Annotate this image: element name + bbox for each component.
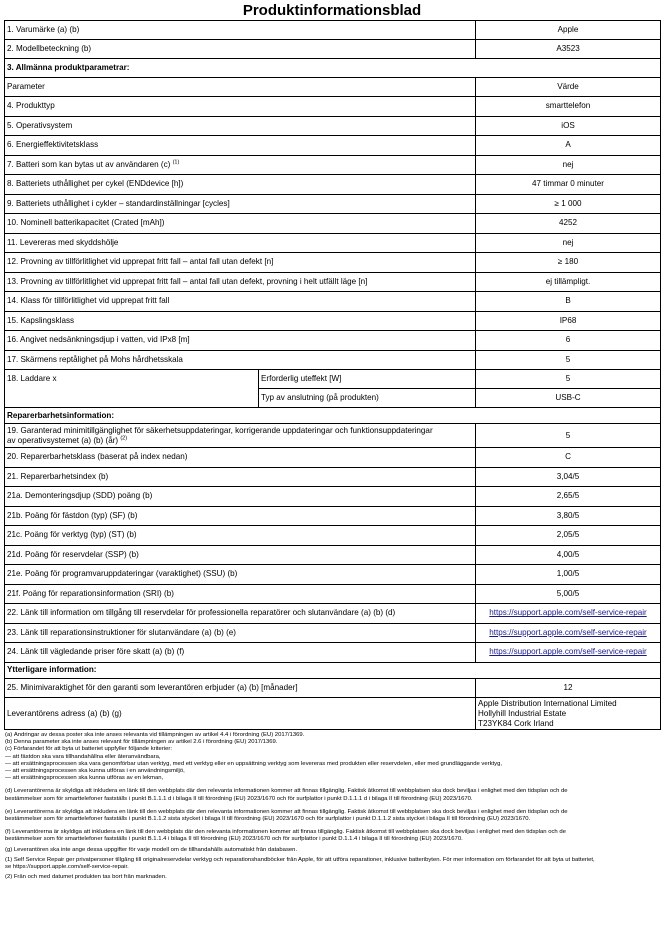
footnote: (1) Self Service Repair ger privatpersoner tillgång till originalreservdelar verktyg och reparationshandböcker från Apple, för att utföra reparationer, inklusive batteribyten. För mer information om förfarandet för att byta ut batteriet, bbox=[5, 856, 595, 863]
row-value: 3,80/5 bbox=[476, 506, 661, 526]
row-label: 6. Energieffektivitetsklass bbox=[5, 136, 476, 156]
footnote: bestämmelser som för smarttelefoner fastställs i punkt B.1.1.2 sista stycket i bilaga II till förordning (EU) 2023/1670 och för surfplattor i punkt D.1.1.2 sista stycket i bilaga II till förordning (EU) 2023/1670. bbox=[5, 816, 531, 823]
prices-link[interactable]: https://support.apple.com/self-service-repair bbox=[489, 647, 647, 657]
table-row bbox=[5, 233, 661, 253]
charger-label: 18. Laddare x bbox=[5, 370, 259, 408]
table-row bbox=[5, 545, 661, 565]
table-row bbox=[5, 21, 661, 40]
table-row bbox=[5, 116, 661, 136]
row-label: 15. Kapslingsklass bbox=[5, 311, 476, 331]
param-header-value: Värde bbox=[476, 78, 661, 97]
footnote: (g) Leverantören ska inte ange dessa uppgifter för varje modell om de tillhandahålls automatiskt från databasen. bbox=[5, 846, 298, 853]
row19-line1: 19. Garanterad minimitillgänglighet för säkerhetsuppdateringar, korrigerande uppdateringar och funktionsuppdateringar bbox=[7, 425, 433, 435]
row-label: 21c. Poäng för verktyg (typ) (ST) (b) bbox=[5, 526, 476, 546]
row-label: 21e. Poäng för programvaruppdateringar (varaktighet) (SSU) (b) bbox=[5, 565, 476, 585]
row-label: 5. Operativsystem bbox=[5, 116, 476, 136]
row-label: 17. Skärmens reptålighet på Mohs hårdhetsskala bbox=[5, 350, 476, 370]
section-header-general: 3. Allmänna produktparametrar: bbox=[5, 59, 661, 78]
table-row bbox=[5, 604, 661, 624]
row-value: Apple bbox=[476, 21, 661, 40]
row-value: IP68 bbox=[476, 311, 661, 331]
row-label: 10. Nominell batterikapacitet (Crated [mAh]) bbox=[5, 214, 476, 234]
footnotes bbox=[5, 732, 660, 881]
section-header-row bbox=[5, 59, 661, 78]
row-value: A bbox=[476, 136, 661, 156]
table-row bbox=[5, 565, 661, 585]
row-label: 9. Batteriets uthållighet i cykler – standardinställningar [cycles] bbox=[5, 194, 476, 214]
row-value: 5 bbox=[476, 350, 661, 370]
footnote: — att ersättningsprocessen ska kunna utföras av en lekman, bbox=[5, 775, 164, 782]
row-value: 5,00/5 bbox=[476, 584, 661, 604]
table-row bbox=[5, 643, 661, 663]
row-label: 23. Länk till reparationsinstruktioner för slutanvändare (a) (b) (e) bbox=[5, 623, 476, 643]
section-header-repair: Reparerbarhetsinformation: bbox=[5, 408, 661, 424]
footnote-mark: (1) bbox=[172, 159, 180, 166]
page-title: Produktinformationsblad bbox=[242, 1, 422, 19]
table-row bbox=[5, 292, 661, 312]
row-label: 8. Batteriets uthållighet per cykel (ENDdevice [h]) bbox=[5, 175, 476, 195]
row-label bbox=[5, 424, 476, 448]
section-header-row bbox=[5, 408, 661, 424]
row-label: 24. Länk till vägledande priser före skatt (a) (b) (f) bbox=[5, 643, 476, 663]
row-label: 21d. Poäng för reservdelar (SSP) (b) bbox=[5, 545, 476, 565]
footnote: — att fästdon ska vara tillhandahållna eller återanvändbara, bbox=[5, 753, 161, 760]
table-row bbox=[5, 311, 661, 331]
row-value: ≥ 180 bbox=[476, 253, 661, 273]
address-line: Apple Distribution International Limited bbox=[478, 698, 617, 708]
row-label-text: 7. Batteri som kan bytas ut av användaren (c) bbox=[7, 159, 171, 169]
row-value: 6 bbox=[476, 331, 661, 351]
footnote: (d) Leverantörerna är skyldiga att inkludera en länk till den webbplats där den relevanta informationen kommer att finnas tillgänglig. Faktisk åtkomst till webbplatsen ska dock beviljas i enlighet med den tidsplan och de bbox=[5, 788, 568, 795]
charger-row bbox=[5, 370, 661, 389]
row-value: C bbox=[476, 448, 661, 468]
row-value: ej tillämpligt. bbox=[476, 272, 661, 292]
footnote: se https://support.apple.com/self-service-repair. bbox=[5, 864, 129, 871]
table-row bbox=[5, 214, 661, 234]
footnote: bestämmelser som för smarttelefoner fastställs i punkt B.1.1.4 i bilaga II till förordning (EU) 2023/1670 och för surfplattor i punkt D.1.1.4 i bilaga II till förordning (EU) 2023/1670. bbox=[5, 836, 463, 843]
repair-instructions-link[interactable]: https://support.apple.com/self-service-repair bbox=[489, 627, 647, 637]
table-row bbox=[5, 678, 661, 698]
table-row bbox=[5, 253, 661, 273]
row-label: 21f. Poäng för reparationsinformation (SRI) (b) bbox=[5, 584, 476, 604]
row-value: 4252 bbox=[476, 214, 661, 234]
footnote: (b) Denna parameter ska inte anses relevant för tillämpningen av artikel 2.6 i förordning (EU) 2017/1369. bbox=[5, 739, 278, 746]
row-label: 16. Angivet nedsänkningsdjup i vatten, vid IPx8 [m] bbox=[5, 331, 476, 351]
row-value: 4,00/5 bbox=[476, 545, 661, 565]
row-value bbox=[476, 623, 661, 643]
footnote: — att ersättningsprocessen ska kunna utföras i en användningsmiljö, bbox=[5, 768, 185, 775]
row-label: 12. Provning av tillförlitlighet vid upprepat fritt fall – antal fall utan defekt [n] bbox=[5, 253, 476, 273]
row-label: 25. Minimivaraktighet för den garanti som leverantören erbjuder (a) (b) [månader] bbox=[5, 678, 476, 698]
row-value: smarttelefon bbox=[476, 97, 661, 117]
address-line: T23YK84 Cork Irland bbox=[478, 718, 554, 728]
section-header-row bbox=[5, 662, 661, 678]
table-row bbox=[5, 97, 661, 117]
row-value: iOS bbox=[476, 116, 661, 136]
row-value: 12 bbox=[476, 678, 661, 698]
row19-line2-text: av operativsystemet (a) (b) (år) bbox=[7, 435, 119, 445]
footnote: (c) Förfarandet för att byta ut batteriet uppfyller följande kriterier: bbox=[5, 746, 172, 753]
row-value bbox=[476, 604, 661, 624]
table-row bbox=[5, 272, 661, 292]
table-row bbox=[5, 194, 661, 214]
row-value: 2,65/5 bbox=[476, 487, 661, 507]
footnote: (a) Ändringar av dessa poster ska inte anses relevanta vid tillämpningen av artikel 4.4 i förordning (EU) 2017/1369. bbox=[5, 732, 305, 738]
charger-sub-value: 5 bbox=[476, 370, 661, 389]
row-label: 21a. Demonteringsdjup (SDD) poäng (b) bbox=[5, 487, 476, 507]
row-value bbox=[476, 643, 661, 663]
table-row bbox=[5, 467, 661, 487]
row-label: 13. Provning av tillförlitlighet vid upprepat fritt fall – antal fall utan defekt, provning i helt utfällt läge [n] bbox=[5, 272, 476, 292]
row-label: 11. Levereras med skyddshölje bbox=[5, 233, 476, 253]
table-row bbox=[5, 623, 661, 643]
row-value: nej bbox=[476, 233, 661, 253]
footnote-mark: (2) bbox=[120, 434, 128, 441]
row-label: 21b. Poäng för fästdon (typ) (SF) (b) bbox=[5, 506, 476, 526]
row-value: A3523 bbox=[476, 40, 661, 59]
table-row bbox=[5, 584, 661, 604]
row-value: 5 bbox=[476, 424, 661, 448]
row-label: 4. Produkttyp bbox=[5, 97, 476, 117]
row-value: ≥ 1 000 bbox=[476, 194, 661, 214]
param-header-label: Parameter bbox=[5, 78, 476, 97]
charger-sub-value: USB-C bbox=[476, 389, 661, 408]
charger-sub-label: Erforderlig uteffekt [W] bbox=[259, 370, 476, 389]
table-row bbox=[5, 175, 661, 195]
table-row bbox=[5, 448, 661, 468]
row-label bbox=[5, 155, 476, 175]
address-value bbox=[476, 698, 661, 730]
row-label: 14. Klass för tillförlitlighet vid upprepat fritt fall bbox=[5, 292, 476, 312]
table-row bbox=[5, 136, 661, 156]
table-row bbox=[5, 331, 661, 351]
footnote: bestämmelser som för smarttelefoner fastställs i punkt B.1.1.1 d i bilaga II till förordning (EU) 2023/1670 och för surfplattor i punkt D.1.1.1 d i bilaga II till förordning (EU) 2023/1670. bbox=[5, 795, 473, 802]
row-value: B bbox=[476, 292, 661, 312]
footnote: (e) Leverantörerna är skyldiga att inkludera en länk till den webbplats där den relevanta informationen kommer att finnas tillgänglig. Faktisk åtkomst till webbplatsen ska dock beviljas i enlighet med den tidsplan och de bbox=[5, 808, 568, 815]
footnote: (f) Leverantörerna är skyldiga att inkludera en länk till den webbplats där den relevanta informationen kommer att finnas tillgänglig. Faktisk åtkomst till webbplatsen ska dock beviljas i enlighet med den tidsplan och de bbox=[5, 829, 566, 836]
table-row bbox=[5, 155, 661, 175]
table-row bbox=[5, 506, 661, 526]
table-row bbox=[5, 487, 661, 507]
footnote: (2) Från och med datumet produkten tas bort från marknaden. bbox=[5, 874, 167, 881]
row-label: 20. Reparerbarhetsklass (baserat på index nedan) bbox=[5, 448, 476, 468]
table-row bbox=[5, 350, 661, 370]
row19-line2 bbox=[7, 436, 475, 446]
table-row bbox=[5, 526, 661, 546]
row-label: 21. Reparerbarhetsindex (b) bbox=[5, 467, 476, 487]
address-row bbox=[5, 698, 661, 730]
spare-parts-link[interactable]: https://support.apple.com/self-service-repair bbox=[489, 608, 647, 618]
row-value: 3,04/5 bbox=[476, 467, 661, 487]
row-value: 2,05/5 bbox=[476, 526, 661, 546]
row-value: nej bbox=[476, 155, 661, 175]
table-row bbox=[5, 424, 661, 448]
section-header-extra: Ytterligare information: bbox=[5, 662, 661, 678]
row-value: 47 timmar 0 minuter bbox=[476, 175, 661, 195]
charger-sub-label: Typ av anslutning (på produkten) bbox=[259, 389, 476, 408]
table-row bbox=[5, 40, 661, 59]
address-line: Hollyhill Industrial Estate bbox=[478, 708, 567, 718]
table-row bbox=[5, 78, 661, 97]
row-label: 2. Modellbeteckning (b) bbox=[5, 40, 476, 59]
row-label: 1. Varumärke (a) (b) bbox=[5, 21, 476, 40]
row-label: 22. Länk till information om tillgång till reservdelar för professionella reparatörer och slutanvändare (a) (b) (d) bbox=[5, 604, 476, 624]
row-value: 1,00/5 bbox=[476, 565, 661, 585]
product-info-table bbox=[4, 20, 661, 730]
footnote: — att ersättningsprocessen ska vara genomförbar utan verktyg, med ett verktyg eller en uppsättning verktyg som levereras med produkten eller reservdelen, eller med grundläggande verktyg, bbox=[5, 760, 503, 767]
row-label: Leverantörens adress (a) (b) (g) bbox=[5, 698, 476, 730]
